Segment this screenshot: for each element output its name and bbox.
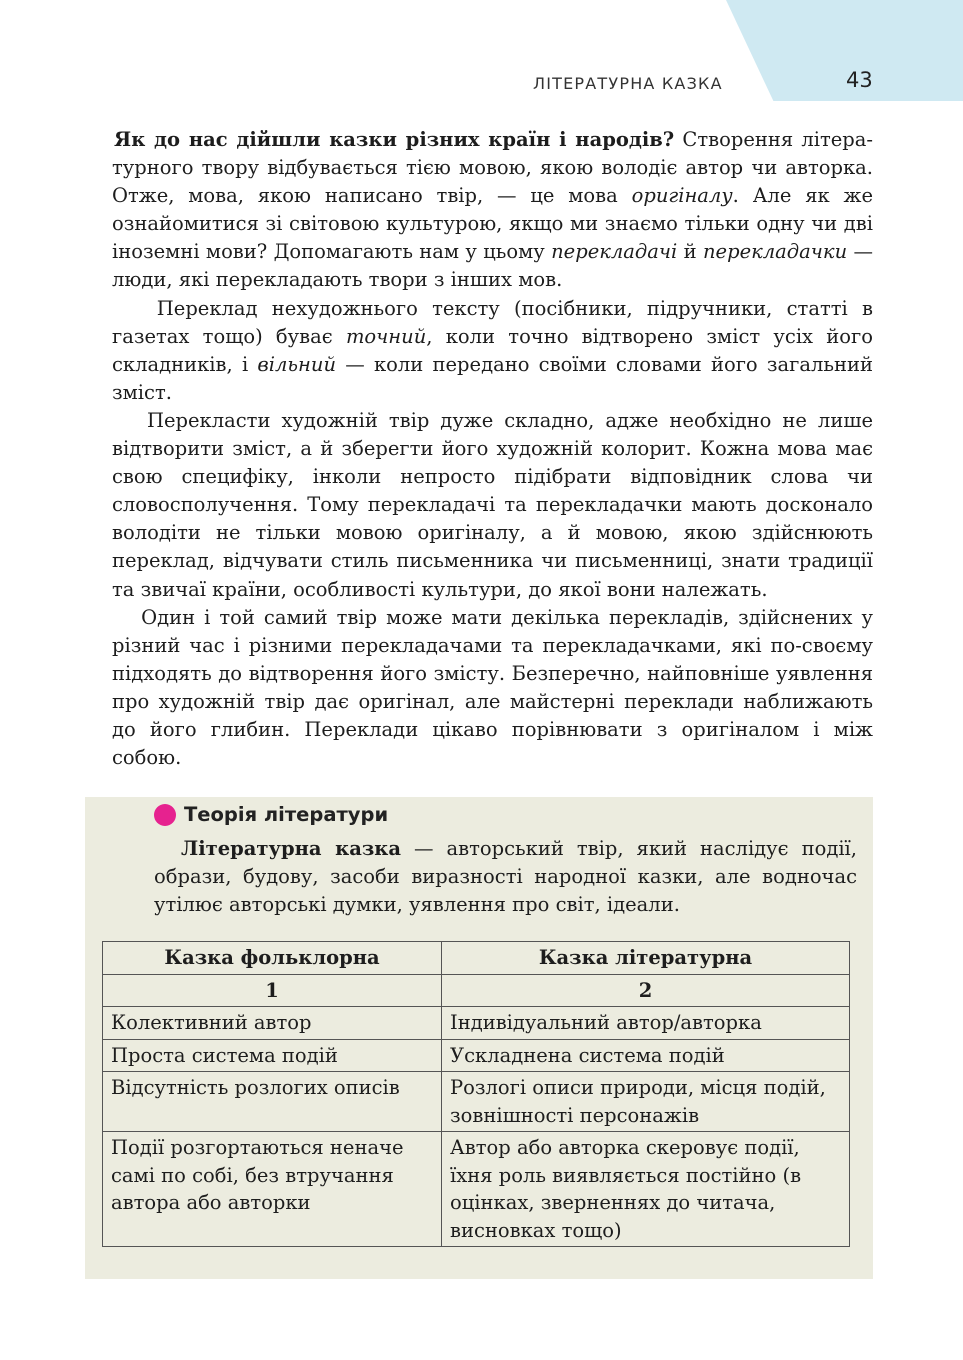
theory-heading-label: Теорія літератури	[184, 803, 389, 826]
table-cell: Ускладнена система подій	[442, 1039, 850, 1072]
table-row	[103, 1039, 850, 1072]
term-translators-f: перекладачки	[703, 240, 848, 264]
paragraph-3	[112, 407, 873, 604]
paragraph-1	[112, 126, 873, 295]
table-cell: Індивідуальний автор/авторка	[442, 1007, 850, 1040]
text-span: . Але як же ознайомитися зі світовою культурою, якщо ми знаємо тільки одну чи дві іноземні мови? Допомагають нам у цьому	[112, 184, 873, 264]
text-span: Створення літературного твору відбувається тією мовою, якою володіє автор чи авторка. Отже, мова, якою написано твір, — це мова	[112, 128, 874, 208]
table-cell: Колективний автор	[103, 1007, 442, 1040]
term-original: оригіналу	[631, 184, 733, 208]
page-number: 43	[846, 68, 873, 92]
theory-heading	[154, 803, 388, 826]
header-folk: Казка фольклорна	[103, 942, 442, 975]
text-span: й	[677, 240, 703, 264]
col-number-2: 2	[442, 974, 850, 1007]
text-span: Один і той самий твір може мати декілька перекладів, здійснених у різний час і різними перекладачами та перекладачками, які по-своєму підходять до відтворення його змісту. Безперечно, найповніше уявлення про художній твір дає оригінал, але майстерні переклади наближають до його глибин. Переклади цікаво порівнювати з оригіналом і між собою.	[112, 605, 873, 770]
comparison-table	[102, 941, 850, 1247]
table-cell: Відсутність розлогих описів	[103, 1072, 442, 1132]
question-heading: Як до нас дійшли казки різних країн і народів?	[114, 128, 675, 151]
table-header-row	[103, 942, 850, 975]
paragraph-2	[112, 295, 873, 407]
text-span: Перекласти художній твір дуже складно, адже необхідно не лише відтворити зміст, а й зберегти його художній колорит. Кожна мова має свою специфіку, інколи непросто підібрати відповідник слова чи словосполучення. Тому перекладачі та перекладачки мають досконало володіти не тільки мовою оригіналу, а й мовою, якою здійснюють переклад, відчувати стиль письменника чи письменниці, знати традиції та звичаї країни, особливості культури, до якої вони належать.	[112, 408, 873, 601]
bullet-dot-icon	[154, 804, 176, 826]
table-row	[103, 1007, 850, 1040]
theory-definition	[154, 835, 857, 919]
definition-text: — авторський твір, який наслідує події, образи, будову, засоби виразності народної казки, але водночас утілює авторські думки, уявлення про світ, ідеали.	[154, 837, 857, 917]
text-span: Переклад нехудожнього тексту (посібники, підручники, статті в газетах тощо) буває	[112, 296, 873, 348]
col-number-1: 1	[103, 974, 442, 1007]
definition-term: Літературна казка	[181, 837, 401, 860]
text-span: , коли точно відтворено зміст усіх його складників, і	[112, 324, 873, 376]
table-cell: Проста система подій	[103, 1039, 442, 1072]
table-cell: Розлогі описи природи, місця подій, зовнішності персонажів	[442, 1072, 850, 1132]
table-cell: Події розгортаються неначе самі по собі, без втручання автора або авторки	[103, 1132, 442, 1247]
term-exact: точний	[345, 324, 427, 348]
text-span: — коли передано своїми словами його загальний зміст.	[112, 352, 874, 404]
running-title: ЛІТЕРАТУРНА КАЗКА	[533, 74, 723, 93]
header-literary: Казка літературна	[442, 942, 850, 975]
text-span: — люди, які перекладають твори з інших мов.	[112, 240, 873, 292]
paragraph-4	[112, 604, 873, 773]
term-free: вільний	[257, 352, 337, 376]
table-row	[103, 1132, 850, 1247]
table-number-row	[103, 974, 850, 1007]
table-cell: Автор або авторка скеровує події, їхня роль виявляється постійно (в оцінках, зверненнях до читача, висновках тощо)	[442, 1132, 850, 1247]
corner-tab-decoration	[726, 0, 963, 101]
term-translators: перекладачі	[551, 240, 678, 264]
definition-paragraph	[154, 835, 857, 919]
table-row	[103, 1072, 850, 1132]
main-text	[112, 126, 873, 772]
